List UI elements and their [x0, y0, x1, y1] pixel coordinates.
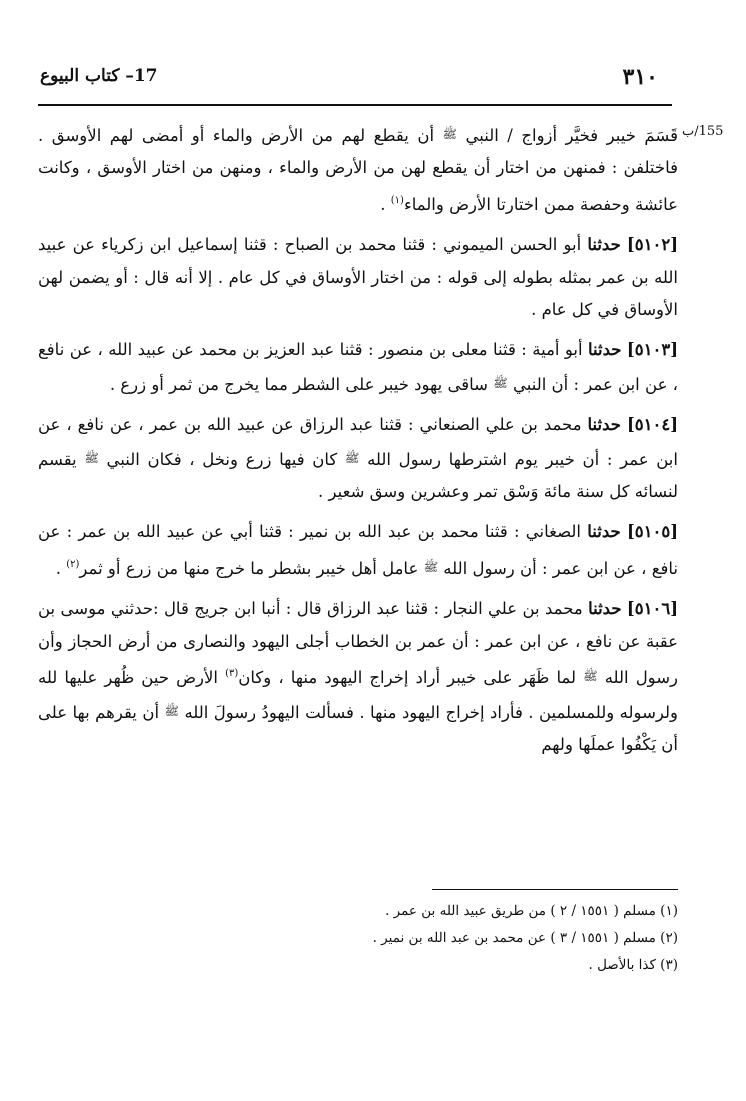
hadith-paragraph	[38, 409, 678, 508]
sallallah-ligature: ﷺ	[493, 375, 508, 390]
hadith-text-tail: الأرض حين ظُهر عليها لله ولرسوله وللمسلمين . فأراد إخراج اليهود منها . فسألت اليهودُ رسولَ الله ﷺ أن يقرهم بها على أن يَكْفُوا عملَها ولهم	[38, 668, 678, 754]
hadith-paragraph	[38, 516, 678, 585]
sallallah-ligature: ﷺ	[423, 559, 439, 574]
hadith-paragraph	[38, 593, 678, 761]
footnotes	[38, 898, 678, 979]
hadith-text: محمد بن علي الصنعاني : قثنا عبد الرزاق عن عبيد الله بن عمر ، عن نافع ، عن ابن عمر : أن خيبر يوم اشترطها رسول الله ﷺ كان فيها زرع ونخل ، فكان النبي ﷺ يقسم لنسائه كل سنة مائة وَسْق تمر وعشرين وسق شعير .	[38, 415, 678, 502]
hadith-opener: حدثنا	[588, 340, 622, 360]
sallallah-ligature: ﷺ	[583, 669, 598, 684]
hadith-text: محمد بن علي النجار : قثنا عبد الرزاق قال : أنبا ابن جريج قال :حدثني موسى بن عقبة عن نافع ، عن ابن عمر : أن عمر بن الخطاب أجلى اليهود والنصارى من أرض الحجاز وأن رسول الله ﷺ لما ظَهَر على خيبر أراد إخراج اليهود منها ، وكان	[38, 599, 679, 688]
footnote: (١) مسلم ( ١٥٥١ / ٢ ) من طريق عبيد الله بن عمر .	[385, 903, 678, 919]
sallallah-ligature: ﷺ	[164, 703, 179, 718]
hadith-number: [٥١٠٤]	[626, 415, 679, 435]
footnote-ref: (٢)	[66, 558, 80, 570]
header-rule	[38, 104, 672, 106]
paragraph-continuation	[38, 118, 678, 221]
hadith-number: [٥١٠٢]	[626, 235, 678, 255]
paragraph-text: قَسَمَ خيبر فخيَّر أزواج / النبي ﷺ أن يقطع لهم من الأرض والماء أو أمضى لهم الأوسق . فاختلفن : فمنهن من اختار أن يقطع لهن من الأرض والماء ، ومنهن من اختار الأوسق ، وكانت عائشة وحفصة ممن اختارتا الأرض والماء	[38, 126, 679, 214]
hadith-text: أبو أمية : قثنا معلى بن منصور : قثنا عبد العزيز بن محمد عن عبيد الله ، عن نافع ، عن ابن عمر : أن النبي ﷺ ساقى يهود خيبر على الشطر مما يخرج من ثمر أو زرع .	[38, 340, 678, 394]
paragraph-text-tail: .	[380, 194, 391, 214]
footnote: (٢) مسلم ( ١٥٥١ / ٣ ) عن محمد بن عبد الله بن نمير .	[372, 930, 678, 946]
sallallah-ligature: ﷺ	[344, 450, 360, 465]
footnote: (٣) كذا بالأصل .	[588, 957, 678, 973]
sallallah-ligature: ﷺ	[442, 127, 458, 141]
hadith-text-tail: .	[55, 558, 67, 578]
page-header	[38, 58, 670, 102]
page-number: ٣١٠	[622, 64, 658, 90]
footnote-ref: (١)	[390, 194, 404, 206]
sallallah-ligature: ﷺ	[84, 450, 99, 465]
hadith-number: [٥١٠٥]	[626, 522, 679, 542]
body-text	[38, 118, 678, 769]
hadith-opener: حدثنا	[588, 599, 622, 619]
footnote-rule	[432, 889, 678, 890]
hadith-number: [٥١٠٦]	[626, 599, 678, 619]
hadith-number: [٥١٠٣]	[626, 340, 678, 360]
chapter-title: 17– كتاب البيوع	[40, 66, 158, 86]
footnote-ref: (٣)	[225, 668, 239, 680]
manuscript-folio-note: 155/ب	[682, 124, 724, 139]
hadith-paragraph	[38, 334, 678, 401]
hadith-opener: حدثنا	[587, 235, 621, 255]
hadith-paragraph	[38, 229, 678, 326]
hadith-opener: حدثنا	[587, 522, 621, 542]
hadith-text: أبو الحسن الميموني : قثنا محمد بن الصباح : قثنا إسماعيل ابن زكرياء عن عبيد الله بن عمر بمثله بطوله إلى قوله : من اختار الأوساق في كل عام . إلا أنه قال : أو يضمن لهن الأوساق في كل عام .	[38, 235, 678, 320]
hadith-text: الصغاني : قثنا محمد بن عبد الله بن نمير : قثنا أبي عن عبيد الله بن عمر : عن نافع ، عن ابن عمر : أن رسول الله ﷺ عامل أهل خيبر بشطر ما خرج منها من زرع أو ثمر	[38, 522, 678, 578]
hadith-opener: حدثنا	[587, 415, 621, 435]
